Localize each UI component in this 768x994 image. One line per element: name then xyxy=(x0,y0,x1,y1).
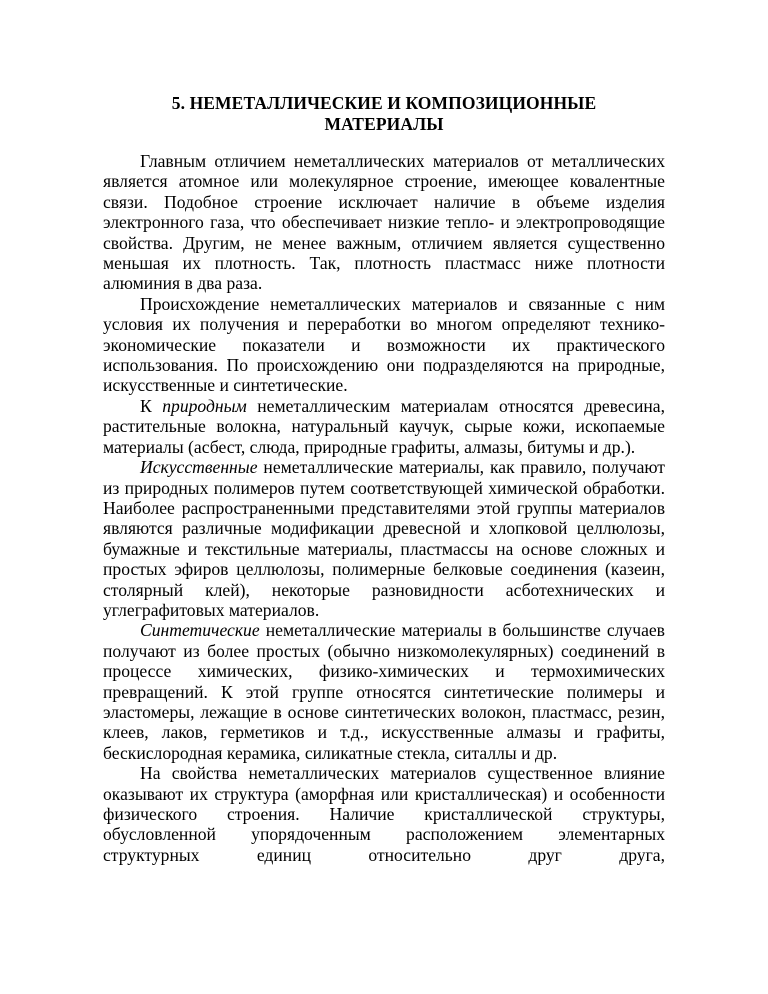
paragraph-6: На свойства неметаллических материалов существенное влияние оказывают их структура (аморфная или кристаллическая) и особенности физического строения. Наличие кристаллической структуры, обусловленной упорядоченным расположением элементарных структурных единиц относительно друг друга, xyxy=(103,763,665,865)
paragraph-4 xyxy=(103,457,665,620)
term-artificial: Искусственные xyxy=(140,457,258,478)
paragraph-5-text: неметаллические материалы в большинстве случаев получают из более простых (обычно низкомолекулярных) соединений в процессе химических, физико-химических и термохимических превращений. К этой группе относятся синтетические полимеры и эластомеры, лежащие в основе синтетических волокон, пластмасс, резин, клеев, лаков, герметиков и т.д., искусственные алмазы и графиты, бескислородная керамика, силикатные стекла, ситаллы и др. xyxy=(103,620,665,763)
paragraph-1: Главным отличием неметаллических материалов от металлических является атомное или молекулярное строение, имеющее ковалентные связи. Подобное строение исключает наличие в объеме изделия электронного газа, что обеспечивает низкие тепло- и электропроводящие свойства. Другим, не менее важным, отличием является существенно меньшая их плотность. Так, плотность пластмасс ниже плотности алюминия в два раза. xyxy=(103,151,665,294)
chapter-title-line-2: МАТЕРИАЛЫ xyxy=(324,114,444,134)
chapter-title-line-1: 5. НЕМЕТАЛЛИЧЕСКИЕ И КОМПОЗИЦИОННЫЕ xyxy=(171,93,597,113)
paragraph-3-lead: К xyxy=(140,395,163,416)
document-body xyxy=(103,151,665,865)
paragraph-4-text: неметаллические материалы, как правило, получают из природных полимеров путем соответствующей химической обработки. Наиболее распространенными представителями этой группы материалов являются различные модификации древесной и хлопковой целлюлозы, бумажные и текстильные материалы, пластмассы на основе сложных и простых эфиров целлюлозы, полимерные белковые соединения (казеин, столярный клей), некоторые разновидности асботехнических и углеграфитовых материалов. xyxy=(103,457,665,620)
paragraph-3 xyxy=(103,396,665,457)
paragraph-3-text: неметаллическим материалам относятся древесина, растительные волокна, натуральный каучук, сырые кожи, ископаемые материалы (асбест, слюда, природные графиты, алмазы, битумы и др.). xyxy=(103,395,665,457)
term-natural: природным xyxy=(162,395,247,416)
paragraph-2: Происхождение неметаллических материалов и связанные с ним условия их получения и переработки во многом определяют технико-экономические показатели и возможности их практического использования. По происхождению они подразделяются на природные, искусственные и синтетические. xyxy=(103,293,665,396)
chapter-title xyxy=(103,93,665,135)
paragraph-5 xyxy=(103,620,665,763)
term-synthetic: Синтетические xyxy=(140,620,260,641)
